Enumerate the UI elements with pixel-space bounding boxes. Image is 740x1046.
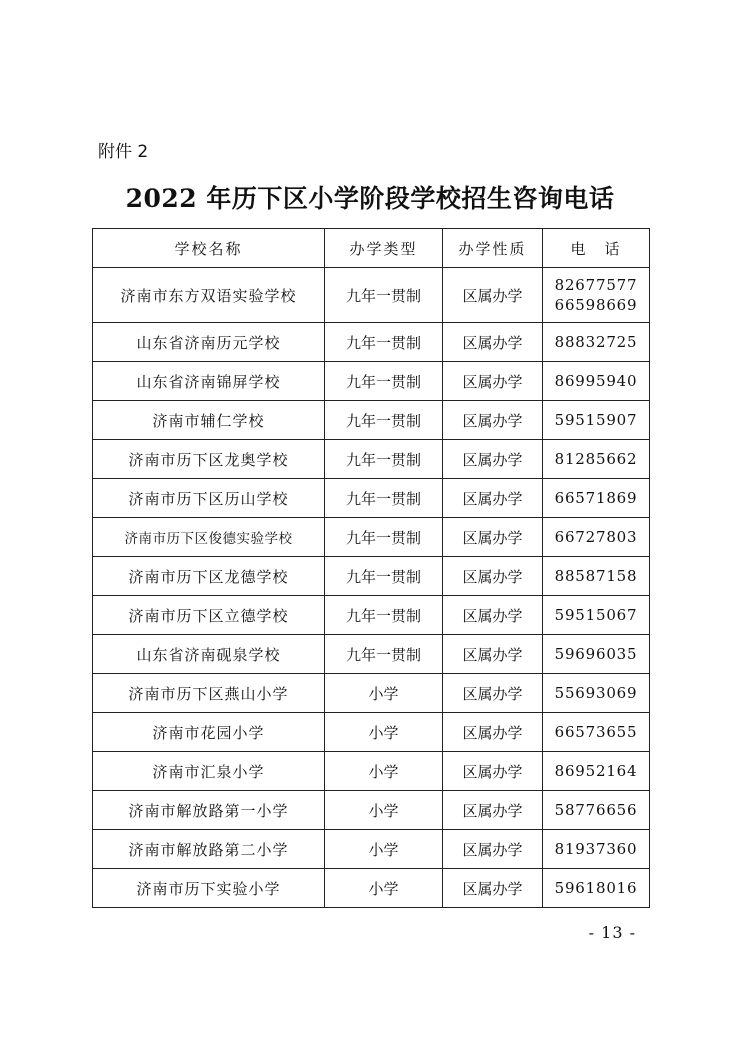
table-row [93, 557, 650, 596]
table-row [93, 479, 650, 518]
school-nature: 区属办学 [443, 479, 543, 518]
school-phone-table [92, 228, 650, 908]
school-name: 济南市历下区俊德实验学校 [93, 518, 325, 557]
table-row [93, 518, 650, 557]
phone-number-cell [543, 268, 650, 323]
table-row [93, 440, 650, 479]
school-name: 山东省济南锦屏学校 [93, 362, 325, 401]
header-school-nature: 办学性质 [443, 229, 543, 268]
table-row [93, 362, 650, 401]
table-row [93, 401, 650, 440]
table-row [93, 674, 650, 713]
school-nature: 区属办学 [443, 752, 543, 791]
phone-number: 82677577 [554, 276, 638, 294]
phone-number-secondary: 66598669 [554, 296, 638, 314]
header-school-name: 学校名称 [93, 229, 325, 268]
phone-number: 59515067 [543, 596, 650, 635]
school-name: 济南市历下区龙奥学校 [93, 440, 325, 479]
school-type: 小学 [325, 752, 443, 791]
table-row [93, 830, 650, 869]
school-nature: 区属办学 [443, 362, 543, 401]
school-name: 济南市辅仁学校 [93, 401, 325, 440]
table-row [93, 752, 650, 791]
school-name: 济南市历下区历山学校 [93, 479, 325, 518]
page-number: - 13 - [588, 923, 636, 942]
phone-number: 55693069 [543, 674, 650, 713]
school-type: 小学 [325, 791, 443, 830]
table-row [93, 869, 650, 908]
school-type: 九年一贯制 [325, 479, 443, 518]
phone-number: 86952164 [543, 752, 650, 791]
table-row [93, 713, 650, 752]
school-name: 济南市历下区立德学校 [93, 596, 325, 635]
table-row [93, 635, 650, 674]
school-nature: 区属办学 [443, 713, 543, 752]
phone-number: 81937360 [543, 830, 650, 869]
phone-number: 66571869 [543, 479, 650, 518]
school-type: 九年一贯制 [325, 362, 443, 401]
school-name: 济南市花园小学 [93, 713, 325, 752]
table-row [93, 596, 650, 635]
school-name: 济南市历下区燕山小学 [93, 674, 325, 713]
phone-number: 86995940 [543, 362, 650, 401]
header-phone: 电 话 [543, 229, 650, 268]
phone-number: 66727803 [543, 518, 650, 557]
document-title: 2022 年历下区小学阶段学校招生咨询电话 [125, 184, 615, 213]
phone-number: 88587158 [543, 557, 650, 596]
phone-number: 66573655 [543, 713, 650, 752]
school-name: 山东省济南砚泉学校 [93, 635, 325, 674]
school-name: 济南市解放路第二小学 [93, 830, 325, 869]
table-row [93, 323, 650, 362]
school-nature: 区属办学 [443, 791, 543, 830]
phone-number: 59515907 [543, 401, 650, 440]
school-nature: 区属办学 [443, 635, 543, 674]
school-nature: 区属办学 [443, 674, 543, 713]
school-nature: 区属办学 [443, 518, 543, 557]
school-name: 济南市解放路第一小学 [93, 791, 325, 830]
school-nature: 区属办学 [443, 323, 543, 362]
school-type: 九年一贯制 [325, 596, 443, 635]
school-type: 九年一贯制 [325, 323, 443, 362]
school-type: 小学 [325, 830, 443, 869]
school-nature: 区属办学 [443, 596, 543, 635]
school-type: 九年一贯制 [325, 635, 443, 674]
table-row [93, 791, 650, 830]
header-school-type: 办学类型 [325, 229, 443, 268]
phone-number: 58776656 [543, 791, 650, 830]
phone-number: 59618016 [543, 869, 650, 908]
school-type: 小学 [325, 713, 443, 752]
school-name: 济南市东方双语实验学校 [93, 268, 325, 323]
school-name: 山东省济南历元学校 [93, 323, 325, 362]
school-type: 小学 [325, 674, 443, 713]
school-nature: 区属办学 [443, 869, 543, 908]
school-nature: 区属办学 [443, 268, 543, 323]
school-type: 九年一贯制 [325, 518, 443, 557]
phone-number: 59696035 [543, 635, 650, 674]
school-type: 九年一贯制 [325, 440, 443, 479]
school-name: 济南市历下实验小学 [93, 869, 325, 908]
school-type: 小学 [325, 869, 443, 908]
school-name: 济南市历下区龙德学校 [93, 557, 325, 596]
school-nature: 区属办学 [443, 401, 543, 440]
school-type: 九年一贯制 [325, 557, 443, 596]
school-name: 济南市汇泉小学 [93, 752, 325, 791]
school-type: 九年一贯制 [325, 401, 443, 440]
school-type: 九年一贯制 [325, 268, 443, 323]
school-nature: 区属办学 [443, 830, 543, 869]
phone-number: 81285662 [543, 440, 650, 479]
table-header-row [93, 229, 650, 268]
attachment-label: 附件 2 [98, 142, 149, 162]
table-row [93, 268, 650, 323]
school-nature: 区属办学 [443, 557, 543, 596]
school-nature: 区属办学 [443, 440, 543, 479]
phone-number: 88832725 [543, 323, 650, 362]
